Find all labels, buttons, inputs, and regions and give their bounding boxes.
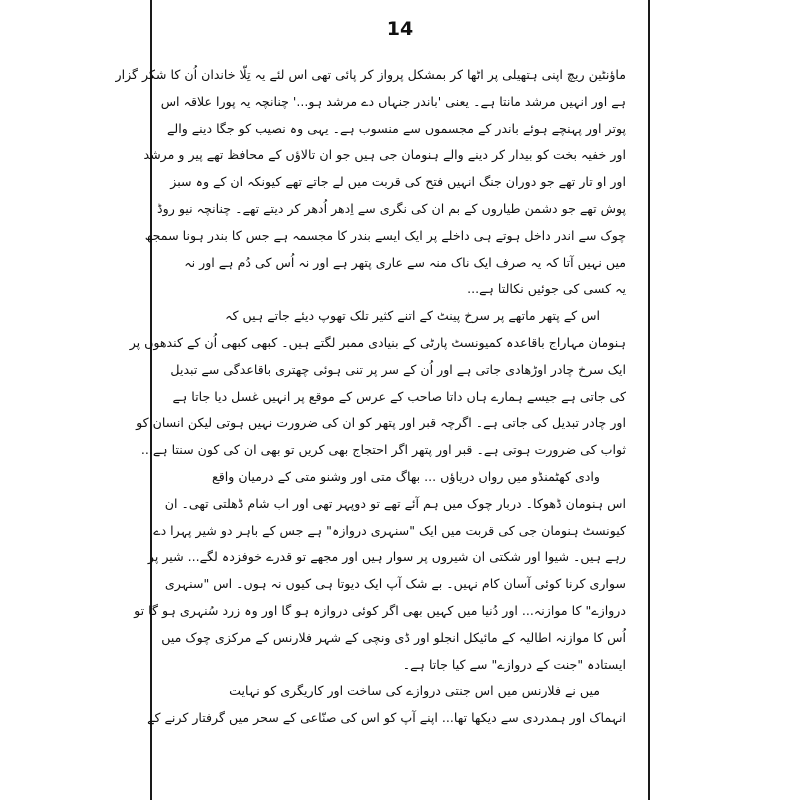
text-line: پوش تھے جو دشمن طیاروں کے بم ان کی نگری سے اِدھر اُدھر کر دیتے تھے۔ چنانچہ نیو روڈ	[157, 200, 626, 216]
text-line: میں نہیں آتا کہ یہ صرف ایک ناک منہ سے عاری پتھر ہے اور نہ اُس کی دُم ہے اور نہ	[184, 254, 626, 270]
text-line: وادی کھٹمنڈو میں رواں دریاؤں ... بھاگ متی اور وشنو متی کے درمیان واقع	[212, 468, 600, 484]
text-line: اور خفیہ بخت کو بیدار کر دینے والے ہنومان جی ہیں جو ان تالاؤں کے محافظ تھے پیر و مرشد	[143, 147, 626, 163]
text-line: یہ کسی کی جوئیں نکالتا ہے...	[467, 281, 626, 297]
page-number: 14	[386, 18, 414, 40]
text-line: ثواب کی ضرورت ہوتی ہے۔ قبر اور پتھر اگر احتجاج بھی کریں تو بھی ان کی کون سنتا ہے...	[140, 442, 626, 458]
text-line: سواری کرنا کوئی آسان کام نہیں۔ بے شک آپ ایک دیوتا ہی کیوں نہ ہوں۔ اس "سنہری	[164, 576, 626, 592]
text-line: دروازے" کا موازنہ... اور دُنیا میں کہیں بھی اگر کوئی دروازہ ہو گا اور وہ زرد سُنہری ہو گا تو	[134, 602, 626, 618]
body-text	[115, 62, 626, 732]
text-line: اس کے پتھر ماتھے پر سرخ پینٹ کے اتنے کثیر تلک تھوپ دیئے جاتے ہیں کہ	[225, 308, 600, 324]
text-line: انہماک اور ہمدردی سے دیکھا تھا... اپنے آپ کو اس کی صنّاعی کے سحر میں گرفتار کرنے کے	[147, 710, 626, 726]
text-line: کی جاتی ہے جیسے ہمارے ہاں داتا صاحب کے عرس کے موقع پر انہیں غسل دیا جاتا ہے	[172, 388, 626, 404]
text-line: ایستادہ "جنت کے دروازے" سے کیا جاتا ہے۔	[402, 656, 626, 672]
text-line: اور او تار تھے جو دوران جنگ انہیں فتح کی قربت میں لے جاتے تھے کیونکہ ان کے وہ سبز	[170, 174, 626, 190]
text-line: میں نے فلارنس میں اس جنتی دروازے کی ساخت اور کاریگری کو نہایت	[229, 683, 600, 699]
text-line: اُس کا موازنہ اطالیہ کے مائیکل انجلو اور ڈی ونچی کے شہر فلارنس کے مرکزی چوک میں	[161, 629, 626, 645]
text-line: رہے ہیں۔ شیوا اور شکتی ان شیروں پر سوار ہیں اور مجھے تو قدرے خوفزدہ لگے... شیر پر	[147, 549, 626, 565]
text-line: چوک سے اندر داخل ہوتے ہی داخلے پر ایک ایسے بندر کا مجسمہ ہے جس کا بندر ہونا سمجھ	[144, 227, 626, 243]
text-line: ماؤنٹین ریچ اپنی ہتھیلی پر اٹھا کر بمشکل پرواز کر پائی تھی اس لئے یہ تِلّا خاندان اُن کا شکر گزار	[115, 67, 626, 82]
text-line: کیونسٹ ہنومان جی کی قربت میں ایک "سنہری دروازہ" ہے جس کے باہر دو شیر پہرا دے	[153, 522, 626, 538]
text-line: ایک سرخ چادر اوڑھادی جاتی ہے اور اُن کے سر پر تنی ہوئی چھتری باقاعدگی سے تبدیل	[170, 361, 626, 377]
text-line: ہے اور انہیں مرشد مانتا ہے۔ یعنی 'باندر جنہاں دے مرشد ہو...' چنانچہ یہ پورا علاقہ اس	[160, 93, 626, 109]
text-line: ہنومان مہاراج باقاعدہ کمیونسٹ پارٹی کے بنیادی ممبر لگتے ہیں۔ کبھی کبھی اُن کے کندھوں پر	[129, 334, 626, 350]
text-line: اس ہنومان ڈھوکا۔ دربار چوک میں ہم آئے تھے تو دوپہر تھی اور اب شام ڈھلتی تھی۔ ان	[164, 495, 626, 511]
text-line: اور چادر تبدیل کی جاتی ہے۔ اگرچہ قبر اور پتھر کو ان کی ضرورت نہیں ہوتی لیکن انسان کو	[136, 415, 626, 431]
text-line: پوتر اور پہنچے ہوئے باندر کے مجسموں سے منسوب ہے۔ یہی وہ نصیب کو جگا دینے والے	[166, 120, 626, 136]
book-page	[115, 0, 650, 800]
